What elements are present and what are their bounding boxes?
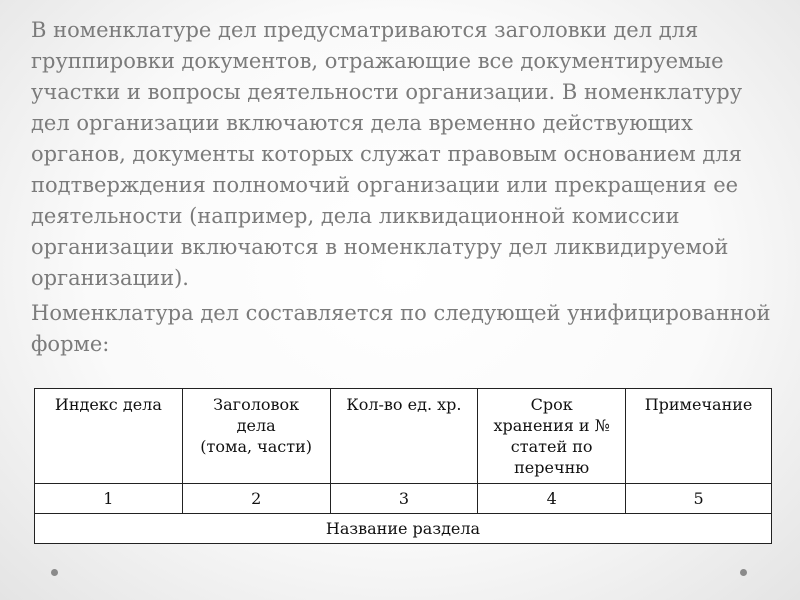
number-cell: 4 — [478, 484, 626, 514]
header-cell-note: Примечание — [626, 389, 772, 484]
number-cell: 3 — [330, 484, 478, 514]
section-title-cell: Название раздела — [35, 514, 772, 544]
header-cell-index: Индекс дела — [35, 389, 183, 484]
header-cell-title: Заголовок дела (тома, части) — [182, 389, 330, 484]
paragraph-2: Номенклатура дел составляется по следующей унифицированной форме: — [31, 301, 771, 356]
header-cell-count: Кол-во ед. хр. — [330, 389, 478, 484]
slide-corner-dot-icon — [51, 569, 58, 576]
nomenclature-form-table — [34, 388, 772, 544]
number-cell: 1 — [35, 484, 183, 514]
table-section-row — [35, 514, 772, 544]
slide-corner-dot-icon — [740, 569, 747, 576]
slide-body-text — [31, 15, 771, 364]
number-cell: 5 — [626, 484, 772, 514]
number-cell: 2 — [182, 484, 330, 514]
table-header-row — [35, 389, 772, 484]
header-cell-retention: Срок хранения и № статей по перечню — [478, 389, 626, 484]
paragraph-1: В номенклатуре дел предусматриваются заголовки дел для группировки документов, отражающие все документируемые участки и вопросы деятельности организации. В номенклатуру дел организации включаются дела временно действующих органов, документы которых служат правовым основанием для подтверждения полномочий организации или прекращения ее деятельности (например, дела ликвидационной комиссии организации включаются в номенклатуру дел ликвидируемой организации). — [31, 18, 743, 290]
table-number-row — [35, 484, 772, 514]
